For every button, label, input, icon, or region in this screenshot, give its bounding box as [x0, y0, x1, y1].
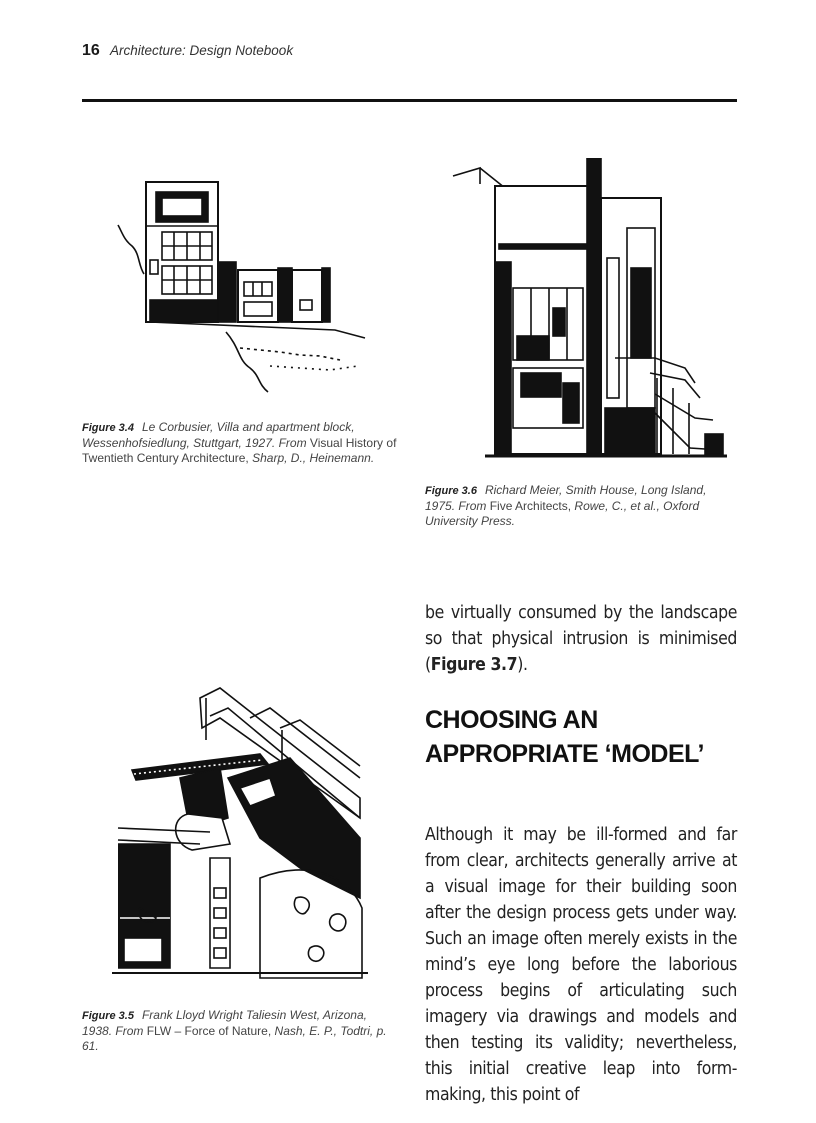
figure-label: Figure 3.6 — [425, 485, 477, 497]
figure-3-4-illustration — [110, 170, 375, 400]
body-paragraph: Although it may be ill-formed and far from clear, architects generally arrive at a visual image for their building soon after the design process gets under way. Such an image often merely exists in the mind’s eye long before the laborious process begins of articulating such imagery via drawings and models and then testing its validity; nevertheless, this initial creative leap into form-making, this point of — [425, 825, 737, 1105]
figure-3-5-caption: Figure 3.5 Frank Lloyd Wright Taliesin West, Arizona, 1938. From FLW – Force of Nature, Nash, E. P., Todtri, p. 61. — [82, 1008, 387, 1053]
header-rule — [82, 99, 737, 102]
page-number: 16 — [82, 42, 100, 59]
figure-label: Figure 3.4 — [82, 422, 134, 434]
figure-3-5-illustration — [110, 668, 370, 983]
page-header — [82, 42, 293, 60]
figure-3-6-caption: Figure 3.6 Richard Meier, Smith House, Long Island, 1975. From Five Architects, Rowe, C., et al., Oxford University Press. — [425, 483, 707, 528]
figure-label: Figure 3.5 — [82, 1010, 134, 1022]
body-paragraph-continuation: be virtually consumed by the landscape so that physical intrusion is minimised (Figure 3.7). — [425, 603, 737, 675]
figure-reference[interactable]: Figure 3.7 — [430, 655, 518, 675]
figure-3-6-illustration — [445, 158, 730, 470]
running-title: Architecture: Design Notebook — [109, 43, 294, 58]
figure-3-4-caption: Figure 3.4 Le Corbusier, Villa and apartment block, Wessenhofsiedlung, Stuttgart, 1927. From Visual History of Twentieth Century Architecture, Sharp, D., Heinemann. — [82, 420, 397, 465]
section-heading: CHOOSING AN APPROPRIATE ‘MODEL’ — [425, 706, 704, 768]
